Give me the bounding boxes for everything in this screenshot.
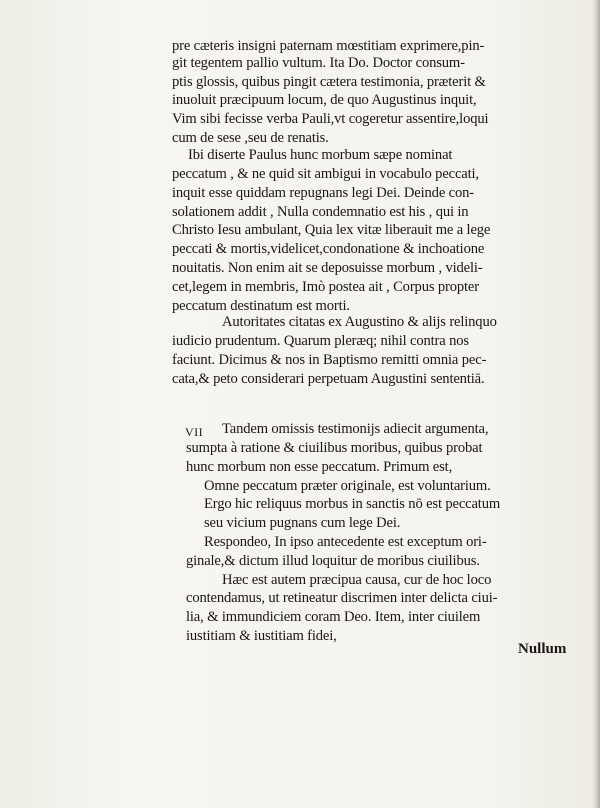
text-line: lia, & immundiciem coram Deo. Item, inter ciuilem bbox=[186, 609, 481, 625]
text-line: Christo Iesu ambulant, Quia lex vitæ liberauit me a lege bbox=[172, 222, 491, 238]
text-line: peccatum destinatum est morti. bbox=[172, 298, 350, 314]
text-line: solationem addit , Nulla condemnatio est his , qui in bbox=[172, 204, 469, 220]
text-line: Ergo hic reliquus morbus in sanctis nō est peccatum bbox=[204, 496, 501, 512]
text-line: Autoritates citatas ex Augustino & alijs relinquo bbox=[222, 314, 497, 330]
text-line: iustitiam & iustitiam fidei, bbox=[186, 628, 337, 644]
text-line: hunc morbum non esse peccatum. Primum est, bbox=[186, 459, 453, 475]
text-line: git tegentem pallio vultum. Ita Do. Doctor consum- bbox=[172, 55, 465, 71]
text-line: pre cæteris insigni paternam mœstitiam exprimere,pin- bbox=[172, 38, 485, 54]
text-line: Ibi diserte Paulus hunc morbum sæpe nominat bbox=[188, 147, 453, 163]
text-line: cata,& peto considerari perpetuam Augustini sententiā. bbox=[172, 371, 485, 387]
section-marker: VII bbox=[185, 425, 204, 439]
text-line: inquit esse quiddam repugnans legi Dei. Deinde con- bbox=[172, 185, 474, 201]
text-line: ginale,& dictum illud loquitur de moribus ciuilibus. bbox=[186, 553, 480, 569]
text-line: iudicio prudentum. Quarum pleræq; nihil contra nos bbox=[172, 333, 469, 349]
text-line: peccatum , & ne quid sit ambigui in vocabulo peccati, bbox=[172, 166, 479, 182]
catchword: Nullum bbox=[518, 641, 567, 657]
text-line: sumpta à ratione & ciuilibus moribus, quibus probat bbox=[186, 440, 483, 456]
text-line: faciunt. Dicimus & nos in Baptismo remitti omnia pec- bbox=[172, 352, 487, 368]
text-line: ptis glossis, quibus pingit cætera testimonia, præterit & bbox=[172, 74, 486, 90]
text-line: seu vicium pugnans cum lege Dei. bbox=[204, 515, 401, 531]
text-line: Respondeo, In ipso antecedente est exceptum ori- bbox=[204, 534, 487, 550]
text-line: contendamus, ut retineatur discrimen inter delicta ciui- bbox=[186, 590, 498, 606]
text-line: Tandem omissis testimonijs adiecit argumenta, bbox=[222, 421, 489, 437]
text-line: cet,legem in membris, Imò postea ait , Corpus propter bbox=[172, 279, 479, 295]
text-line: nouitatis. Non enim ait se deposuisse morbum , videli- bbox=[172, 260, 483, 276]
page-edge-shadow bbox=[592, 0, 600, 808]
text-line: peccati & mortis,videlicet,condonatione & inchoatione bbox=[172, 241, 485, 257]
text-line: Vim sibi fecisse verba Pauli,vt cogeretur assentire,loqui bbox=[172, 111, 489, 127]
text-line: inuoluit præcipuum locum, de quo Augustinus inquit, bbox=[172, 92, 477, 108]
text-line: Omne peccatum præter originale, est voluntarium. bbox=[204, 478, 491, 494]
text-line: cum de sese ,seu de renatis. bbox=[172, 130, 329, 146]
text-line: Hæc est autem præcipua causa, cur de hoc loco bbox=[222, 572, 492, 588]
